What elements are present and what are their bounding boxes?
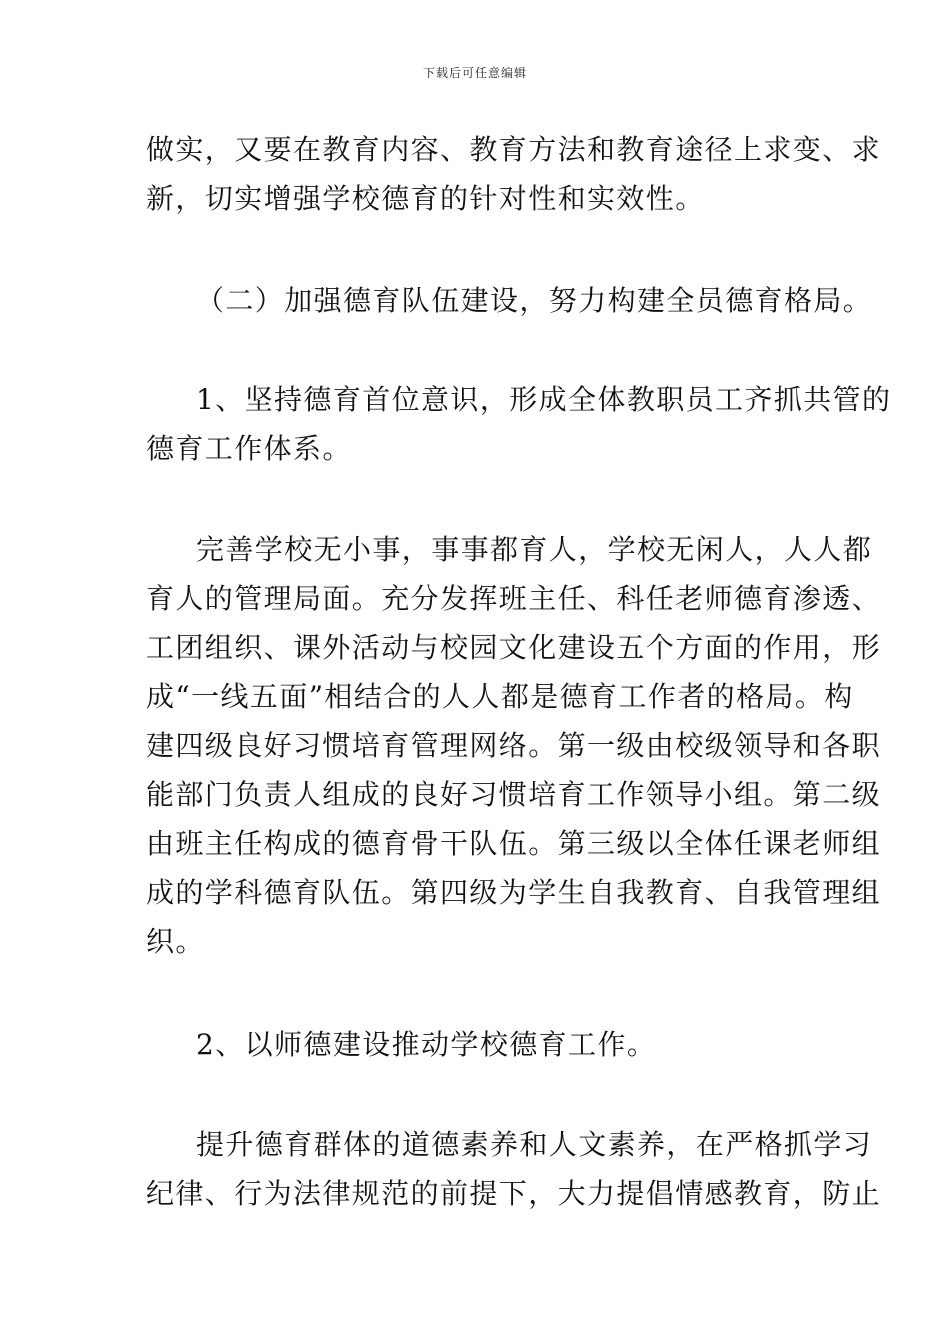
- page-header-note: 下载后可任意编辑: [422, 66, 527, 80]
- text-line: 成“一线五面”相结合的人人都是德育工作者的格局。构: [146, 680, 854, 713]
- text-line: 织。: [146, 925, 205, 958]
- text-line: 提升德育群体的道德素养和人文素养，在严格抓学习: [196, 1128, 873, 1161]
- text-line: 工团组织、课外活动与校园文化建设五个方面的作用，形: [146, 631, 882, 664]
- text-line: 新，切实增强学校德育的针对性和实效性。: [146, 182, 705, 215]
- text-line: 由班主任构成的德育骨干队伍。第三级以全体任课老师组: [146, 827, 882, 860]
- text-line: 建四级良好习惯培育管理网络。第一级由校级领导和各职: [146, 729, 882, 762]
- text-line: 德育工作体系。: [146, 432, 352, 465]
- section-heading: （二）加强德育队伍建设，努力构建全员德育格局。: [196, 284, 873, 317]
- text-line: 成的学科德育队伍。第四级为学生自我教育、自我管理组: [146, 876, 882, 909]
- text-line: 完善学校无小事，事事都育人，学校无闲人，人人都: [196, 533, 873, 566]
- text-line: 育人的管理局面。充分发挥班主任、科任老师德育渗透、: [146, 582, 882, 615]
- subsection-heading: 1、坚持德育首位意识，形成全体教职员工齐抓共管的: [196, 383, 892, 416]
- subsection-heading: 2、以师德建设推动学校德育工作。: [196, 1028, 657, 1061]
- text-line: 做实，又要在教育内容、教育方法和教育途径上求变、求: [146, 133, 882, 166]
- text-line: 能部门负责人组成的良好习惯培育工作领导小组。第二级: [146, 778, 882, 811]
- text-line: 纪律、行为法律规范的前提下，大力提倡情感教育，防止: [146, 1177, 882, 1210]
